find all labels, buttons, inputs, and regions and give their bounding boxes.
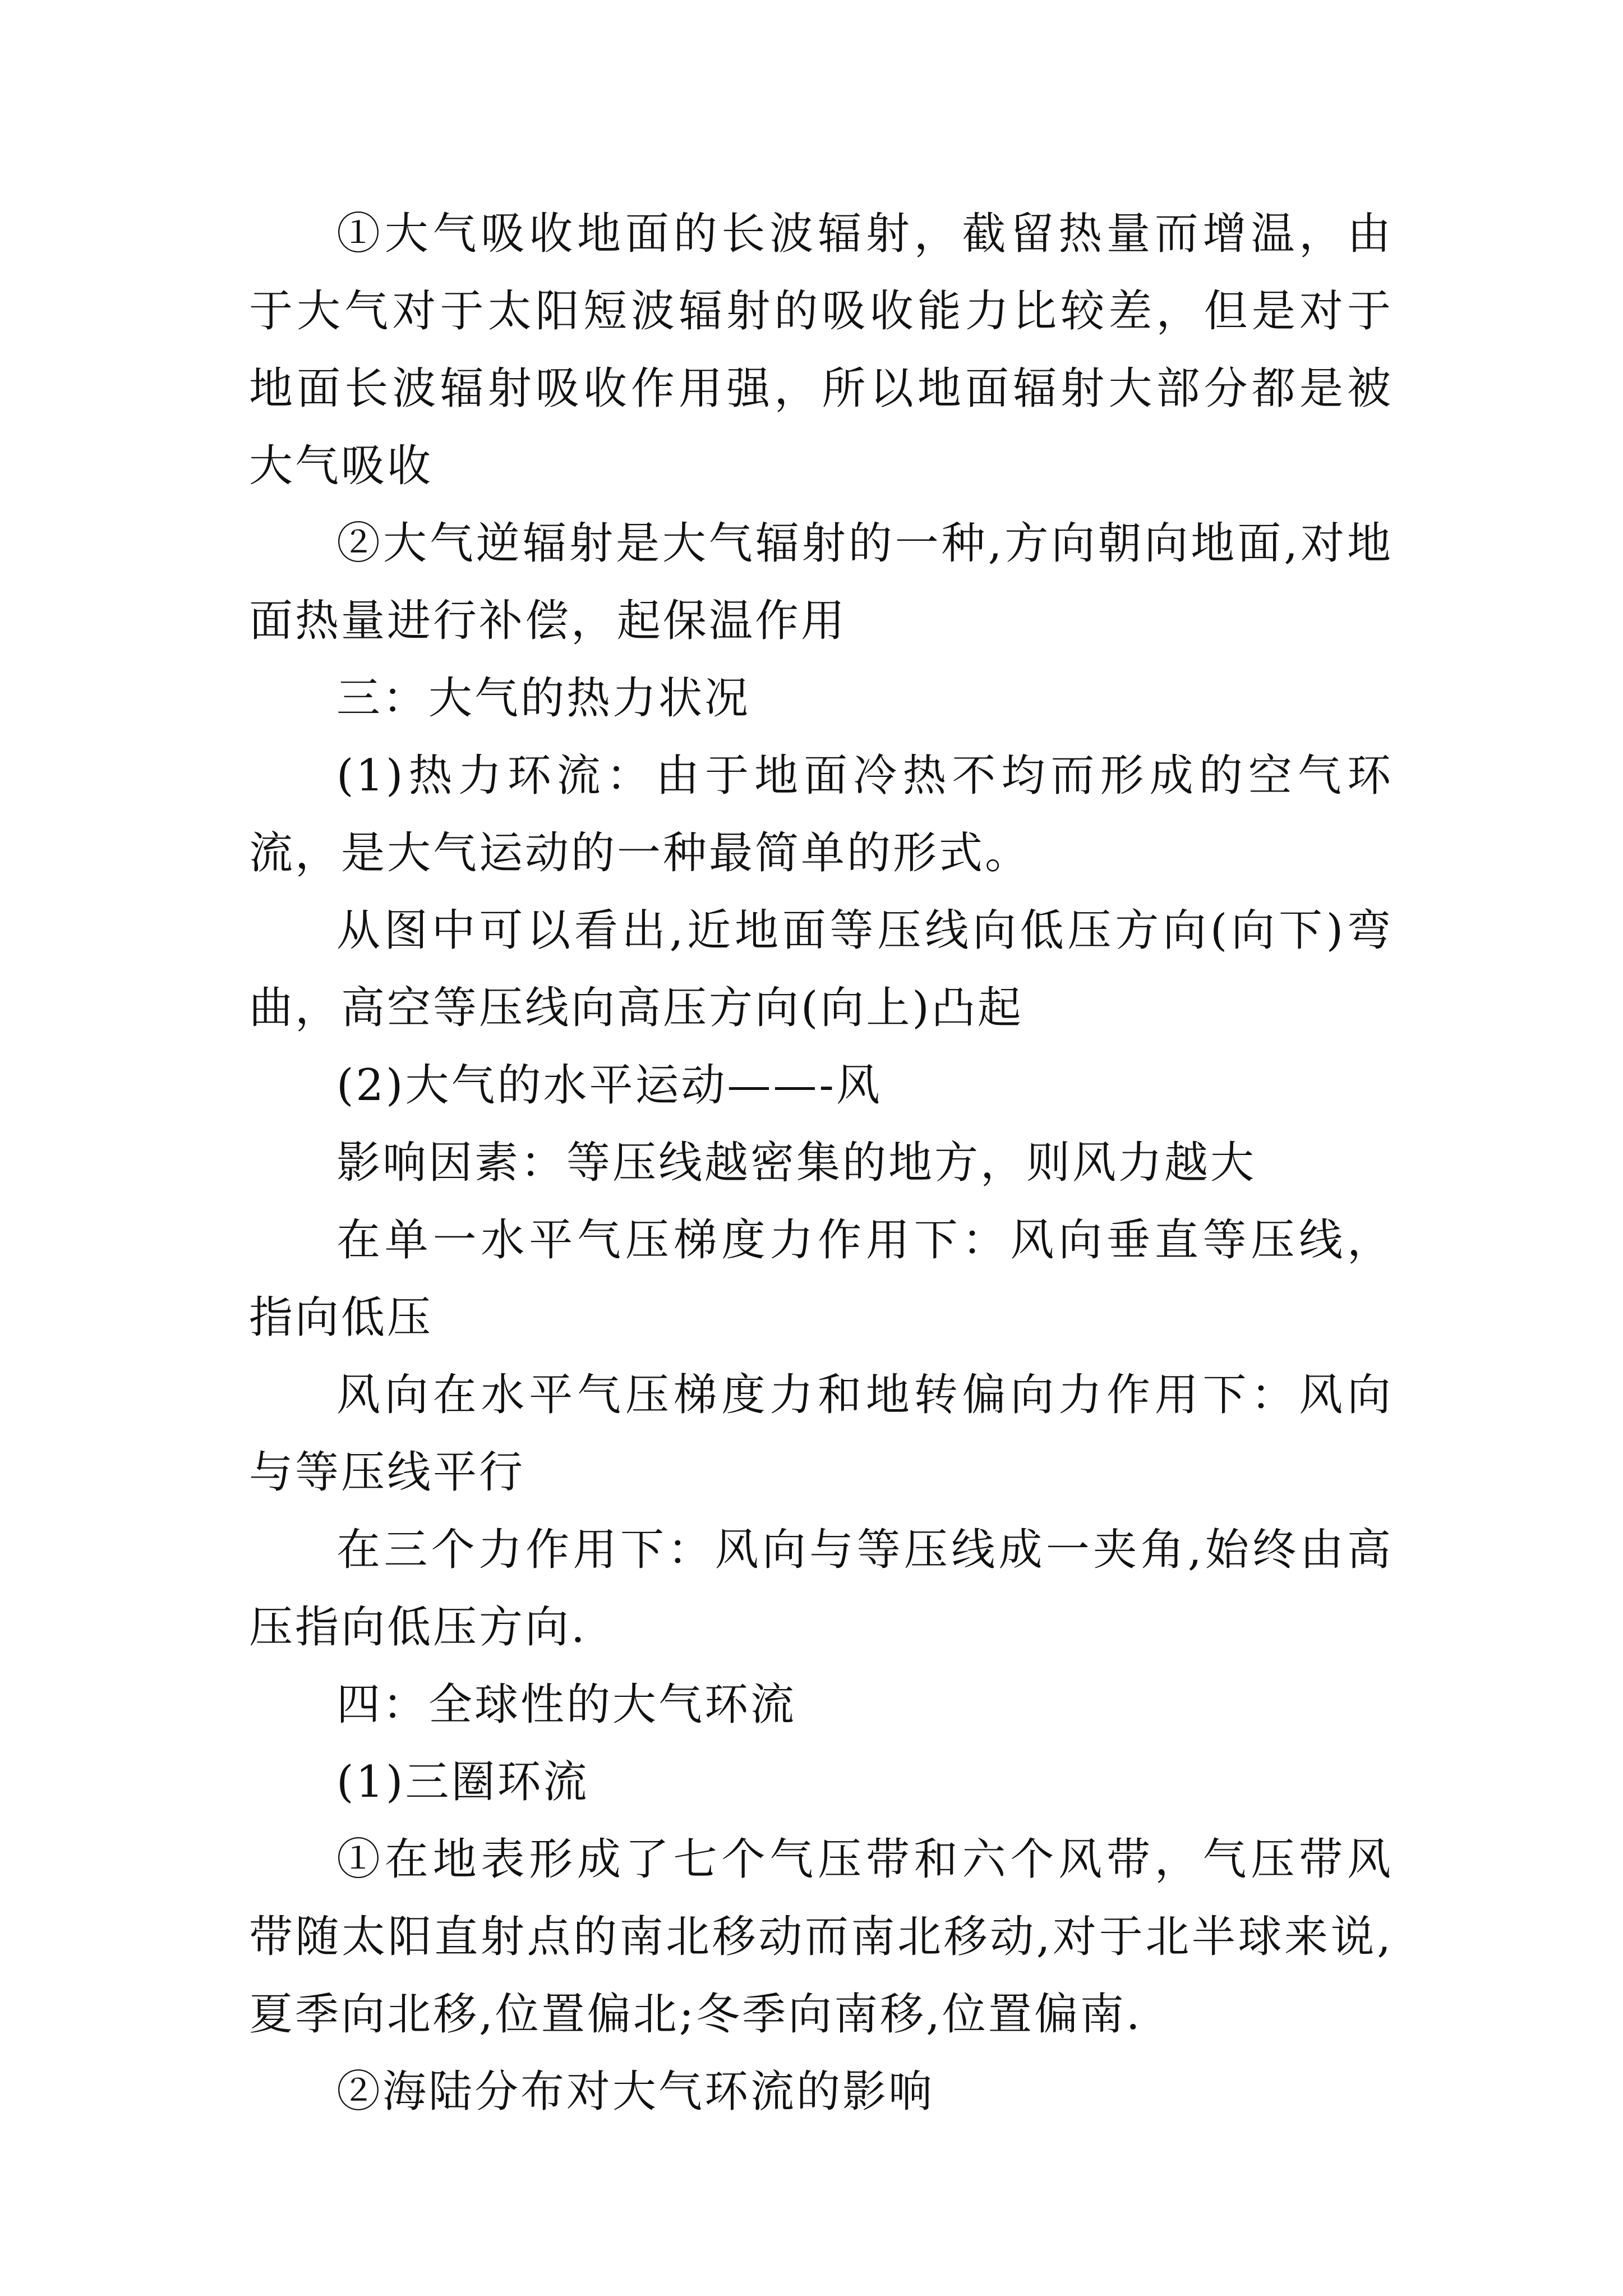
paragraph-three-forces: 在三个力作用下：风向与等压线成一夹角,始终由高压指向低压方向. xyxy=(249,1525,1393,1653)
subheading-three-cell: (1)三圈环流 xyxy=(336,1757,589,1807)
paragraph-thermal-circulation: (1)热力环流：由于地面冷热不均而形成的空气环流，是大气运动的一种最简单的形式。 xyxy=(249,751,1393,878)
paragraph-isobar-figure: 从图中可以看出,近地面等压线向低压方向(向下)弯曲，高空等压线向高压方向(向上)凸起 xyxy=(249,905,1393,1033)
paragraph-longwave-absorption: ①大气吸收地面的长波辐射，截留热量而增温，由于大气对于太阳短波辐射的吸收能力比较差，但是对于地面长波辐射吸收作用强，所以地面辐射大部分都是被大气吸收 xyxy=(249,209,1393,491)
paragraph-counter-radiation: ②大气逆辐射是大气辐射的一种,方向朝向地面,对地面热量进行补偿，起保温作用 xyxy=(249,518,1393,646)
body-text xyxy=(249,195,1393,2131)
section-heading-thermal: 三：大气的热力状况 xyxy=(336,673,751,724)
subheading-horizontal-motion: (2)大气的水平运动——-风 xyxy=(336,1060,882,1111)
paragraph-two-forces: 风向在水平气压梯度力和地转偏向力作用下：风向与等压线平行 xyxy=(249,1370,1393,1498)
paragraph-land-sea: ②海陆分布对大气环流的影响 xyxy=(336,2067,935,2117)
paragraph-pressure-belts: ①在地表形成了七个气压带和六个风带，气压带风带随太阳直射点的南北移动而南北移动,对于北半球来说,夏季向北移,位置偏北;冬季向南移,位置偏南. xyxy=(249,1834,1393,2040)
paragraph-influencing-factors: 影响因素：等压线越密集的地方，则风力越大 xyxy=(336,1138,1257,1188)
section-heading-global-circulation: 四：全球性的大气环流 xyxy=(336,1680,797,1730)
paragraph-single-force: 在单一水平气压梯度力作用下：风向垂直等压线，指向低压 xyxy=(249,1215,1393,1343)
